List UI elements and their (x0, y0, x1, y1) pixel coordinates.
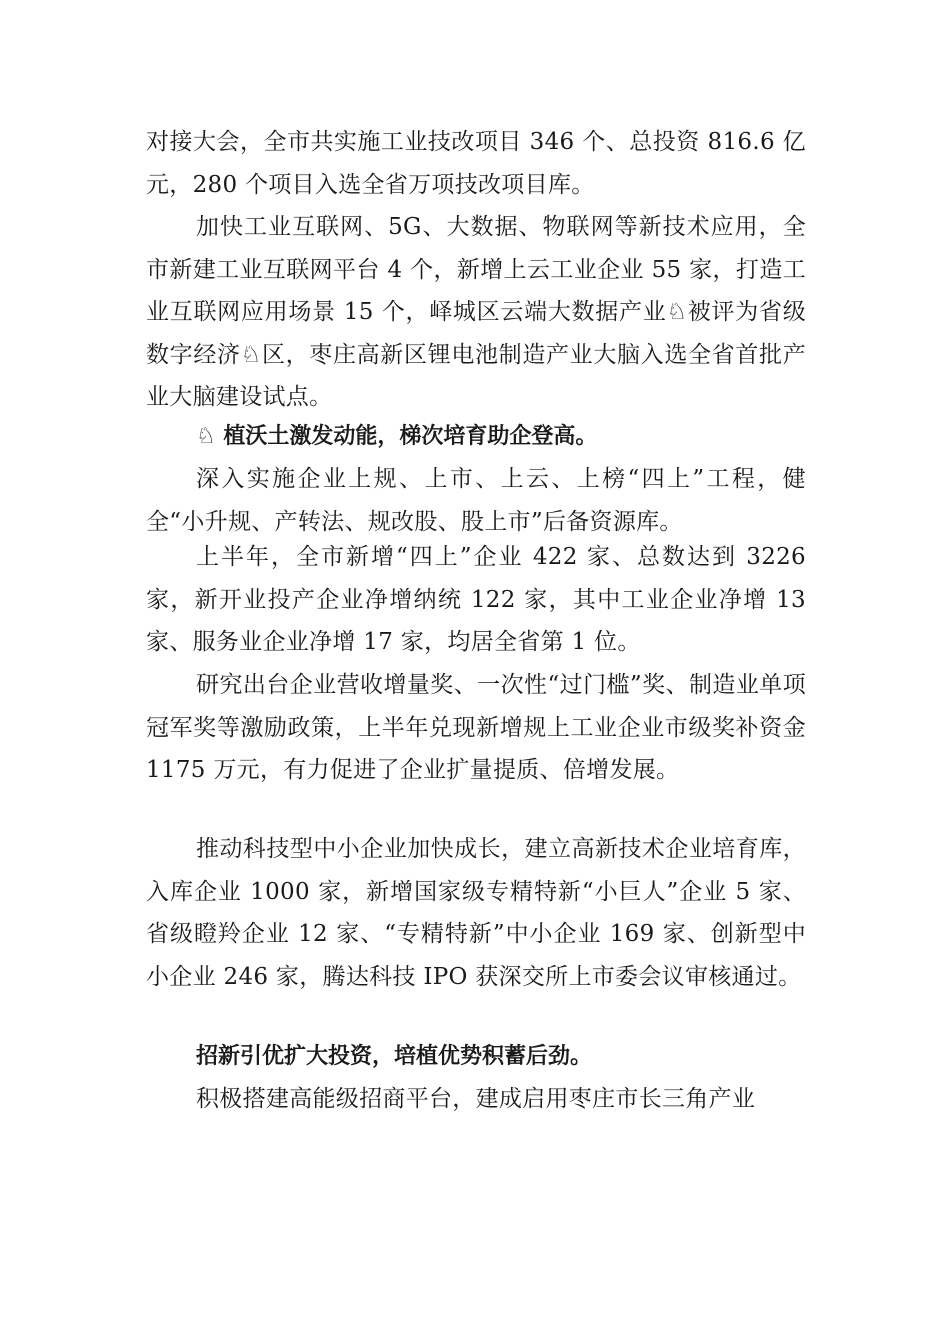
paragraph-tech-smes: 推动科技型中小企业加快成长，建立高新技术企业培育库，入库企业 1000 家，新增国家级专精特新“小巨人”企业 5 家、省级瞪羚企业 12 家、“专精特新”中小企业 169 家、创新型中小企业 246 家，腾达科技 IPO 获深交所上市委会议审核通过。 (146, 836, 806, 990)
paragraph-industrial-internet: 加快工业互联网、5G、大数据、物联网等新技术应用，全市新建工业互联网平台 4 个，新增上云工业企业 55 家，打造工业互联网应用场景 15 个，峄城区云端大数据产业♘被评为省级数字经济♘区，枣庄高新区锂电池制造产业大脑入选全省首批产业大脑建设试点。 (146, 214, 806, 410)
paragraph-four-up-project: 深入实施企业上规、上市、上云、上榜“四上”工程，健全“小升规、产转法、规改股、股上市”后备资源库。 (146, 466, 806, 535)
heading-attract-investment: 招新引优扩大投资，培植优势积蓄后劲。 (196, 1044, 593, 1069)
paragraph-half-year-results: 上半年，全市新增“四上”企业 422 家、总数达到 3226 家，新开业投产企业净增纳统 122 家，其中工业企业净增 13 家、服务业企业净增 17 家，均居全省第 1 位。 (146, 544, 806, 655)
paragraph-incentive-policies: 研究出台企业营收增量奖、一次性“过门槛”奖、制造业单项冠军奖等激励政策，上半年兑现新增规上工业企业市级奖补资金 1175 万元，有力促进了企业扩量提质、倍增发展。 (146, 672, 806, 783)
paragraph-investment-platform: 积极搭建高能级招商平台，建成启用枣庄市长三角产业 (196, 1086, 756, 1112)
heading-cultivate-enterprises: ♘ 植沃土激发动能，梯次培育助企登高。 (196, 424, 598, 449)
paragraph-tech-upgrade-summary: 对接大会，全市共实施工业技改项目 346 个、总投资 816.6 亿元，280 个项目入选全省万项技改项目库。 (146, 129, 806, 198)
